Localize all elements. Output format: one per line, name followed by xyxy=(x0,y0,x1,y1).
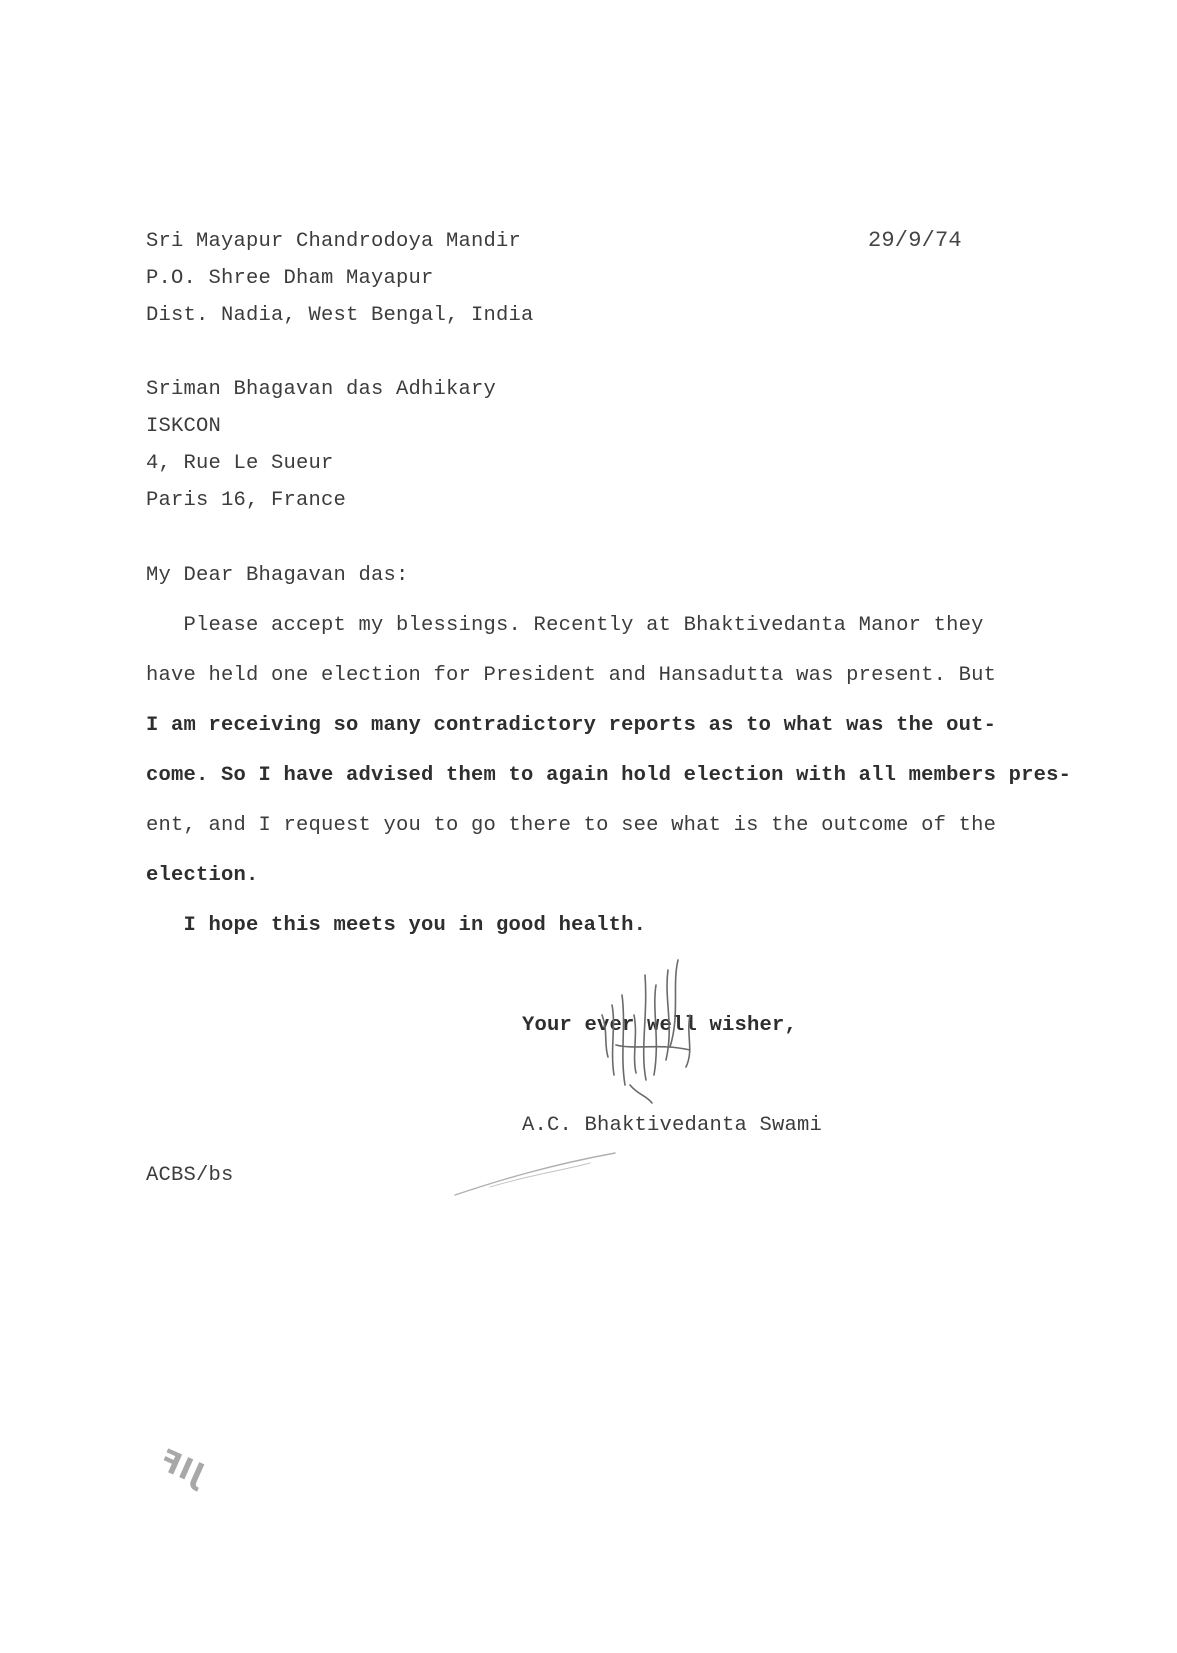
salutation: My Dear Bhagavan das: xyxy=(146,564,409,587)
closing: Your ever well wisher, xyxy=(522,1014,798,1037)
recipient-address-line-1: Sriman Bhagavan das Adhikary xyxy=(146,378,497,401)
sender-address-line-3: Dist. Nadia, West Bengal, India xyxy=(146,304,534,327)
body-line-5: ent, and I request you to go there to see what is the outcome of the xyxy=(146,814,997,837)
handwritten-signature xyxy=(590,955,730,1105)
body-line-4: come. So I have advised them to again hold election with all members pres- xyxy=(146,764,1072,787)
recipient-address-line-4: Paris 16, France xyxy=(146,489,347,512)
body-line-7: I hope this meets you in good health. xyxy=(146,914,647,937)
letter-date: 29/9/74 xyxy=(868,228,962,253)
recipient-address-line-2: ISKCON xyxy=(146,415,222,438)
sender-address-line-2: P.O. Shree Dham Mayapur xyxy=(146,267,434,290)
sender-address-line-1: Sri Mayapur Chandrodoya Mandir xyxy=(146,230,522,253)
body-line-3: I am receiving so many contradictory reports as to what was the out- xyxy=(146,714,997,737)
reference-initials: ACBS/bs xyxy=(146,1164,234,1187)
body-line-2: have held one election for President and Hansadutta was present. But xyxy=(146,664,997,687)
signatory-name: A.C. Bhaktivedanta Swami xyxy=(522,1114,823,1137)
recipient-address-line-3: 4, Rue Le Sueur xyxy=(146,452,334,475)
body-line-6: election. xyxy=(146,864,259,887)
stamp-mark: JIF xyxy=(152,1442,209,1493)
body-line-1: Please accept my blessings. Recently at Bhaktivedanta Manor they xyxy=(146,614,984,637)
pen-stroke-mark xyxy=(450,1145,620,1205)
